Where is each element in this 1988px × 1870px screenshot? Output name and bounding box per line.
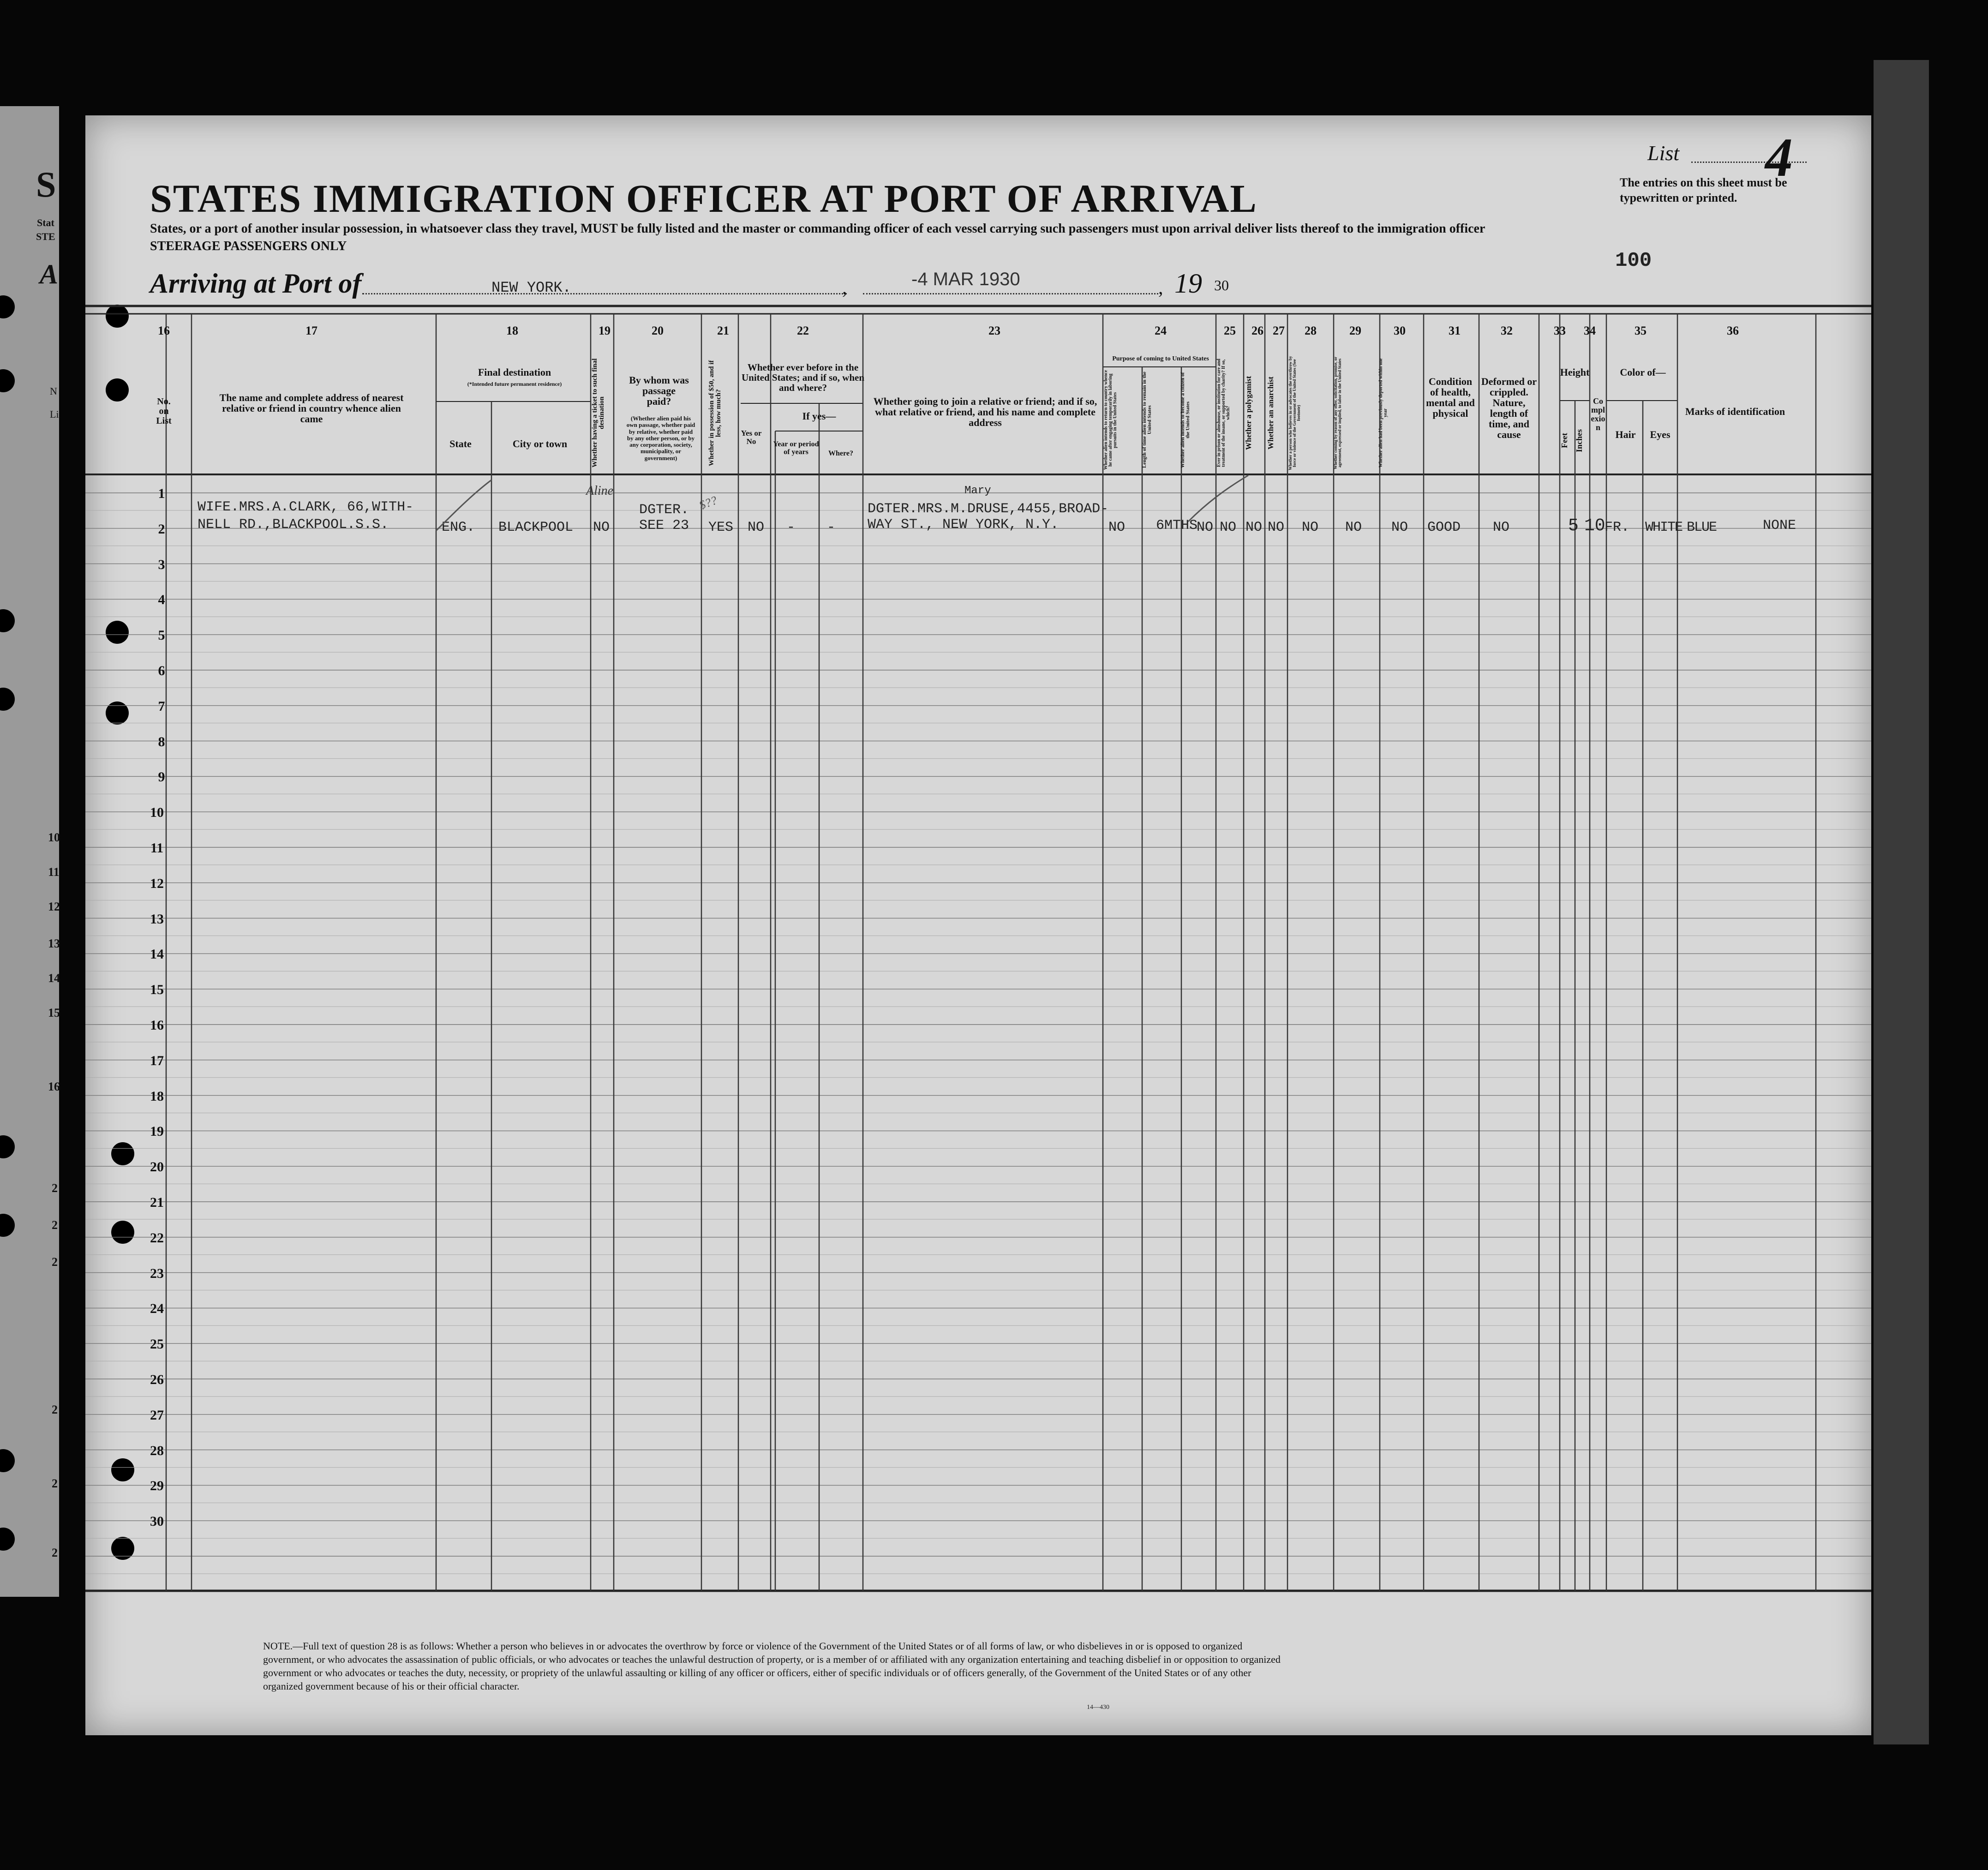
prev-fragment: A xyxy=(40,259,59,289)
column-number: 25 xyxy=(1224,324,1236,337)
header-health: Condition of health, mental and physical xyxy=(1426,376,1475,420)
marks-answer: NONE xyxy=(1763,518,1796,533)
relative-address-line-1: WIFE.MRS.A.CLARK, 66,WITH- xyxy=(198,499,414,515)
deformed-answer: NO xyxy=(1493,520,1510,535)
form-number: 14—430 xyxy=(1087,1704,1109,1711)
column-number: 24 xyxy=(1155,324,1167,337)
header-feet: Feet xyxy=(1560,433,1569,449)
row-number: 10 xyxy=(150,805,164,821)
row-number: 13 xyxy=(150,911,164,927)
list-label: List xyxy=(1647,141,1680,165)
column-number: 36 xyxy=(1727,324,1739,337)
row-number: 12 xyxy=(150,875,164,891)
polygamist-answer: NO xyxy=(1245,520,1263,535)
header-final-destination-note: (*Intended future permanent residence) xyxy=(467,381,562,387)
list-number: 4 xyxy=(1765,126,1793,188)
header-city: City or town xyxy=(512,438,568,450)
return-intent-answer: NO xyxy=(1108,520,1126,535)
header-color-of: Color of— xyxy=(1620,366,1666,378)
column-number: 35 xyxy=(1635,324,1647,337)
manifest-sheet: STATES IMMIGRATION OFFICER AT PORT OF ARRIVAL States, or a port of another insular possession, in whatsoever class they travel, MUST be fully listed and the master or commanding officer of each vessel carrying such passengers must upon arrival deliver lists thereof to the immigration officer STEERAGE PASSENGERS ONLY Arriving at Port of NEW YORK. , -4 MAR 1930 , 19 30 List 4 The entries on this sheet must be typewritten or printed. 100 16 17 18 19 20 21 22 23 24 25 26 27 28 29 30 31 32 33 34 35 36 No. on List The name and complete address of nearest relative or friend in country whence alien came Final destination (*Intended future permanent residence) State City or town Whether having a ticket to such final destination By whom was passage paid? (Whether alien paid his own passage, whether paid by relative, whether paid by any other person, or by any corporation, society, municipality, or government) Whether in possession of $50, and if less, how much? Whether ever before in the United States; and if so, when and where? Yes or No If yes— Year or period of years Where? Whether going to join a relative or friend; and if so, what relative or friend, and his name and complete address Purpose of coming to United States Whether alien intends to return to country whence he came after engaging temporarily in laboring pursuits in the United States Length of time alien intends to remain in the United States Whether alien intends to become a citizen of the United States Ever in prison or almshouse, or institution for care and treatment of the insane, or supported by charity? If so, which? Whether a polygamist Whether an anarchist Whether a person who believes in or advocates the overthrow by force or violence of the Government of the United States (See footnote) Whether coming by reason of any offer, solicitation, promise, or agreement, expressed or implied, to labor in the United States Whether alien had been previously deported within one year Condition of health, mental and physical Deformed or crippled. Nature, length of time, and cause Height Feet Inches Complexion Color of— Hair Eyes Marks of identification 1 2 3 4 5 6 7 8 9 10 11 12 13 14 15 16 17 18 19 20 21 22 23 24 25 26 27 28 29 30 Aline WIFE.MRS.A.CLARK, 66,WITH- NELL RD.,BLACKPOOL.S.S. ENG. BLACKPOOL NO DGTER. SEE 23 $?? YES NO - - Mary DGTER.MRS.M.DRUSE,4455,BROAD- WAY ST., NEW YORK, N.Y. NO 6MTHS NO NO NO NO NO NO NO GOOD NO 5 10 FR. WHITE BLUE NONE NOTE.—Full text of question 28 is as follows: Whether a person who believes in or advocates the overthrow by force or violence of the Government of the United States or of all forms of law, or who disbelieves in or is opposed to organized government, or who advocates the assassination of public officials, or who advocates or teaches the unlawful destruction of property, or is a member of or affiliated with any organization entertaining and teaching disbelief in or opposition to organized government or who advocates or teaches the duty, necessity, or propriety of the unlawful assaulting or killing of any officer or officers, either of specific individuals or of officers generally, of the Government of the United States or of any other organized government because of his or their official character. 14—430 xyxy=(85,115,1871,1735)
row-number: 7 xyxy=(158,698,165,714)
header-money: Whether in possession of $50, and if less, how much? xyxy=(708,360,722,466)
column-number: 19 xyxy=(599,324,611,337)
join-relative-line-1: DGTER.MRS.M.DRUSE,4455,BROAD- xyxy=(868,501,1109,517)
passage-paid-by-1: DGTER. xyxy=(639,502,689,518)
row-number: 1 xyxy=(158,486,165,501)
header-relative-address: The name and complete address of nearest relative or friend in country whence alien came xyxy=(219,392,404,425)
passenger-class: STEERAGE PASSENGERS ONLY xyxy=(150,239,347,253)
prev-fragment: 13 xyxy=(48,937,60,950)
prev-fragment: 2 xyxy=(52,1218,58,1232)
header-polygamist: Whether a polygamist xyxy=(1244,376,1253,450)
header-state: State xyxy=(449,438,472,450)
form-subtitle: States, or a port of another insular possession, in whatsoever class they travel, MUST be fully listed and the master or commanding officer of each vessel carrying such passengers must upon arrival deliver lists thereof to the immigration officer xyxy=(150,222,1485,236)
row-number: 4 xyxy=(158,592,165,608)
prev-fragment: Li xyxy=(50,408,59,420)
prev-fragment: 2 xyxy=(52,1477,58,1490)
prev-fragment: 16 xyxy=(48,1080,60,1093)
health-answer: GOOD xyxy=(1427,520,1461,535)
previous-sheet-edge xyxy=(0,106,59,1597)
height-inches: 10 xyxy=(1584,516,1605,536)
destination-city: BLACKPOOL xyxy=(498,520,574,535)
footnote-question-28: NOTE.—Full text of question 28 is as follows: Whether a person who believes in or advocates the overthrow by force or violence of the Government of the United States or of all forms of law, or who disbelieves in or is opposed to organized government, or who advocates the assassination of public officials, or who advocates or teaches the unlawful destruction of property, or is a member of or affiliated with any organization entertaining and teaching disbelief in or opposition to organized government or who advocates or teaches the duty, necessity, or propriety of the unlawful assaulting or killing of any officer or officers, either of specific individuals or of officers generally, of the Government of the United States or of any other organized government because of his or their official character. xyxy=(263,1640,1281,1692)
before-in-us-answer: NO xyxy=(748,520,765,535)
deported-answer: NO xyxy=(1391,520,1408,535)
header-if-yes: If yes— xyxy=(802,410,836,422)
header-labor-offer: Whether coming by reason of any offer, solicitation, promise, or agreement, expressed or implied, to labor in the United States xyxy=(1333,356,1342,470)
header-hair: Hair xyxy=(1615,429,1636,440)
header-complexion: Complexion xyxy=(1591,396,1605,432)
labor-offer-answer: NO xyxy=(1345,520,1362,535)
column-number: 26 xyxy=(1251,324,1263,337)
header-eyes: Eyes xyxy=(1650,429,1671,440)
header-purpose: Purpose of coming to United States xyxy=(1112,355,1209,362)
year-value: 30 xyxy=(1214,277,1229,294)
header-anarchist: Whether an anarchist xyxy=(1266,376,1275,450)
prev-fragment: S xyxy=(36,164,56,204)
prev-fragment: 11 xyxy=(48,865,60,879)
header-deported: Whether alien had been previously deported within one year xyxy=(1378,358,1388,468)
money-answer: YES xyxy=(708,520,734,535)
header-height: Height xyxy=(1560,366,1590,378)
header-no-on-list: No. on List xyxy=(156,396,172,426)
join-handwritten-name: Mary xyxy=(964,485,991,497)
form-title: STATES IMMIGRATION OFFICER AT PORT OF ARRIVAL xyxy=(150,176,1257,221)
header-length-stay: Length of time alien intends to remain in the United States xyxy=(1142,372,1152,468)
row-number: 14 xyxy=(150,947,164,962)
header-deformed: Deformed or crippled. Nature, length of time, and cause xyxy=(1481,376,1537,441)
column-number: 17 xyxy=(305,324,317,337)
row-number: 2 xyxy=(158,521,165,537)
row-number: 30 xyxy=(150,1514,164,1529)
prev-fragment: 15 xyxy=(48,1006,60,1019)
column-number: 34 xyxy=(1584,324,1596,337)
column-number: 31 xyxy=(1449,324,1461,337)
relative-handwritten-name: Aline xyxy=(586,484,614,498)
prev-fragment: Stat xyxy=(37,217,54,228)
column-number: 27 xyxy=(1273,324,1285,337)
header-yes-no: Yes or No xyxy=(741,429,762,446)
complexion-answer: FR. xyxy=(1605,520,1630,535)
prev-fragment: 12 xyxy=(48,900,60,913)
hair-answer: WHITE xyxy=(1645,520,1683,535)
row-number: 25 xyxy=(150,1337,164,1352)
handwritten-ticks xyxy=(85,115,1871,577)
header-passage-paid: By whom was passage paid? xyxy=(629,374,689,408)
date-stamp: -4 MAR 1930 xyxy=(911,269,1020,289)
join-relative-line-2: WAY ST., NEW YORK, N.Y. xyxy=(868,517,1059,533)
header-where: Where? xyxy=(828,450,853,457)
money-handwritten-note: $?? xyxy=(697,493,719,512)
row-number: 24 xyxy=(150,1301,164,1317)
row-number: 19 xyxy=(150,1124,164,1139)
column-number: 32 xyxy=(1501,324,1513,337)
column-number: 21 xyxy=(717,324,729,337)
column-number: 16 xyxy=(158,324,170,337)
row-number: 6 xyxy=(158,663,165,678)
column-number: 22 xyxy=(797,324,809,337)
prev-fragment: 2 xyxy=(52,1403,58,1416)
prev-fragment: 2 xyxy=(52,1546,58,1559)
row-number: 8 xyxy=(158,734,165,749)
row-number: 5 xyxy=(158,628,165,643)
anarchist-answer: NO xyxy=(1268,520,1285,535)
column-number: 20 xyxy=(652,324,664,337)
row-number: 22 xyxy=(150,1230,164,1246)
header-passage-paid-note: (Whether alien paid his own passage, whether paid by relative, whether paid by any other person, or by any corporation, society, municipality, or government) xyxy=(626,415,695,462)
header-marks: Marks of identification xyxy=(1685,406,1785,417)
column-number: 30 xyxy=(1394,324,1406,337)
height-feet: 5 xyxy=(1568,516,1579,536)
column-number: 28 xyxy=(1305,324,1317,337)
relative-address-line-2: NELL RD.,BLACKPOOL.S.S. xyxy=(198,517,389,533)
length-stay-answer: 6MTHS xyxy=(1156,518,1198,533)
row-number: 28 xyxy=(150,1443,164,1458)
prev-fragment: 2 xyxy=(52,1181,58,1195)
where-answer: - xyxy=(827,520,836,535)
row-number: 16 xyxy=(150,1018,164,1033)
column-number: 29 xyxy=(1349,324,1361,337)
row-number: 15 xyxy=(150,982,164,998)
row-number: 26 xyxy=(150,1372,164,1387)
header-ticket: Whether having a ticket to such final destination xyxy=(591,358,605,468)
header-join-relative: Whether going to join a relative or friend; and if so, what relative or friend, and his name and complete address xyxy=(873,396,1097,429)
prev-fragment: 14 xyxy=(48,971,60,985)
sheet-number: 100 xyxy=(1615,249,1652,272)
eyes-answer: BLUE xyxy=(1687,520,1717,535)
row-number: 9 xyxy=(158,769,165,785)
row-number: 21 xyxy=(150,1195,164,1210)
header-overthrow: Whether a person who believes in or advocates the overthrow by force or violence of the Government of the United States (See footnote) xyxy=(1288,356,1301,470)
row-number: 29 xyxy=(150,1478,164,1494)
column-number: 18 xyxy=(506,324,518,337)
prison-answer: NO xyxy=(1220,520,1237,535)
overthrow-answer: NO xyxy=(1302,520,1319,535)
row-number: 11 xyxy=(150,840,164,856)
destination-state: ENG. xyxy=(442,520,475,535)
header-citizen-intent: Whether alien intends to become a citizen of the United States xyxy=(1180,372,1191,468)
row-number: 27 xyxy=(150,1407,164,1423)
prev-fragment: 10 xyxy=(48,831,60,844)
column-number: 23 xyxy=(988,324,1000,337)
row-number: 23 xyxy=(150,1265,164,1281)
prev-fragment: N xyxy=(50,385,57,397)
row-number: 17 xyxy=(150,1053,164,1068)
citizen-intent-answer: NO xyxy=(1197,520,1214,535)
list-instructions: The entries on this sheet must be typewritten or printed. xyxy=(1620,176,1787,204)
header-return-intent: Whether alien intends to return to country whence he came after engaging temporarily in laboring pursuits in the United States xyxy=(1103,370,1118,470)
year-label: 19 xyxy=(1174,268,1202,299)
passage-paid-by-2: SEE 23 xyxy=(639,518,689,533)
row-number: 18 xyxy=(150,1088,164,1104)
prev-fragment: STE xyxy=(36,231,55,242)
row-number: 3 xyxy=(158,557,165,572)
port-of-arrival: NEW YORK. xyxy=(491,279,571,296)
header-prison: Ever in prison or almshouse, or institution for care and treatment of the insane, or supported by charity? If so, which? xyxy=(1216,359,1231,468)
year-period-answer: - xyxy=(787,520,796,535)
header-year-period: Year or period of years xyxy=(773,440,819,456)
arriving-label: Arriving at Port of xyxy=(150,268,362,299)
column-number: 33 xyxy=(1554,324,1566,337)
ticket-answer: NO xyxy=(593,520,610,535)
header-final-destination: Final destination xyxy=(478,366,551,378)
row-number: 20 xyxy=(150,1159,164,1175)
header-inches: Inches xyxy=(1575,429,1584,453)
prev-fragment: 2 xyxy=(52,1255,58,1269)
header-before-in-us: Whether ever before in the United States; and if so, when and where? xyxy=(741,362,865,394)
right-edge-strip xyxy=(1874,60,1929,1744)
